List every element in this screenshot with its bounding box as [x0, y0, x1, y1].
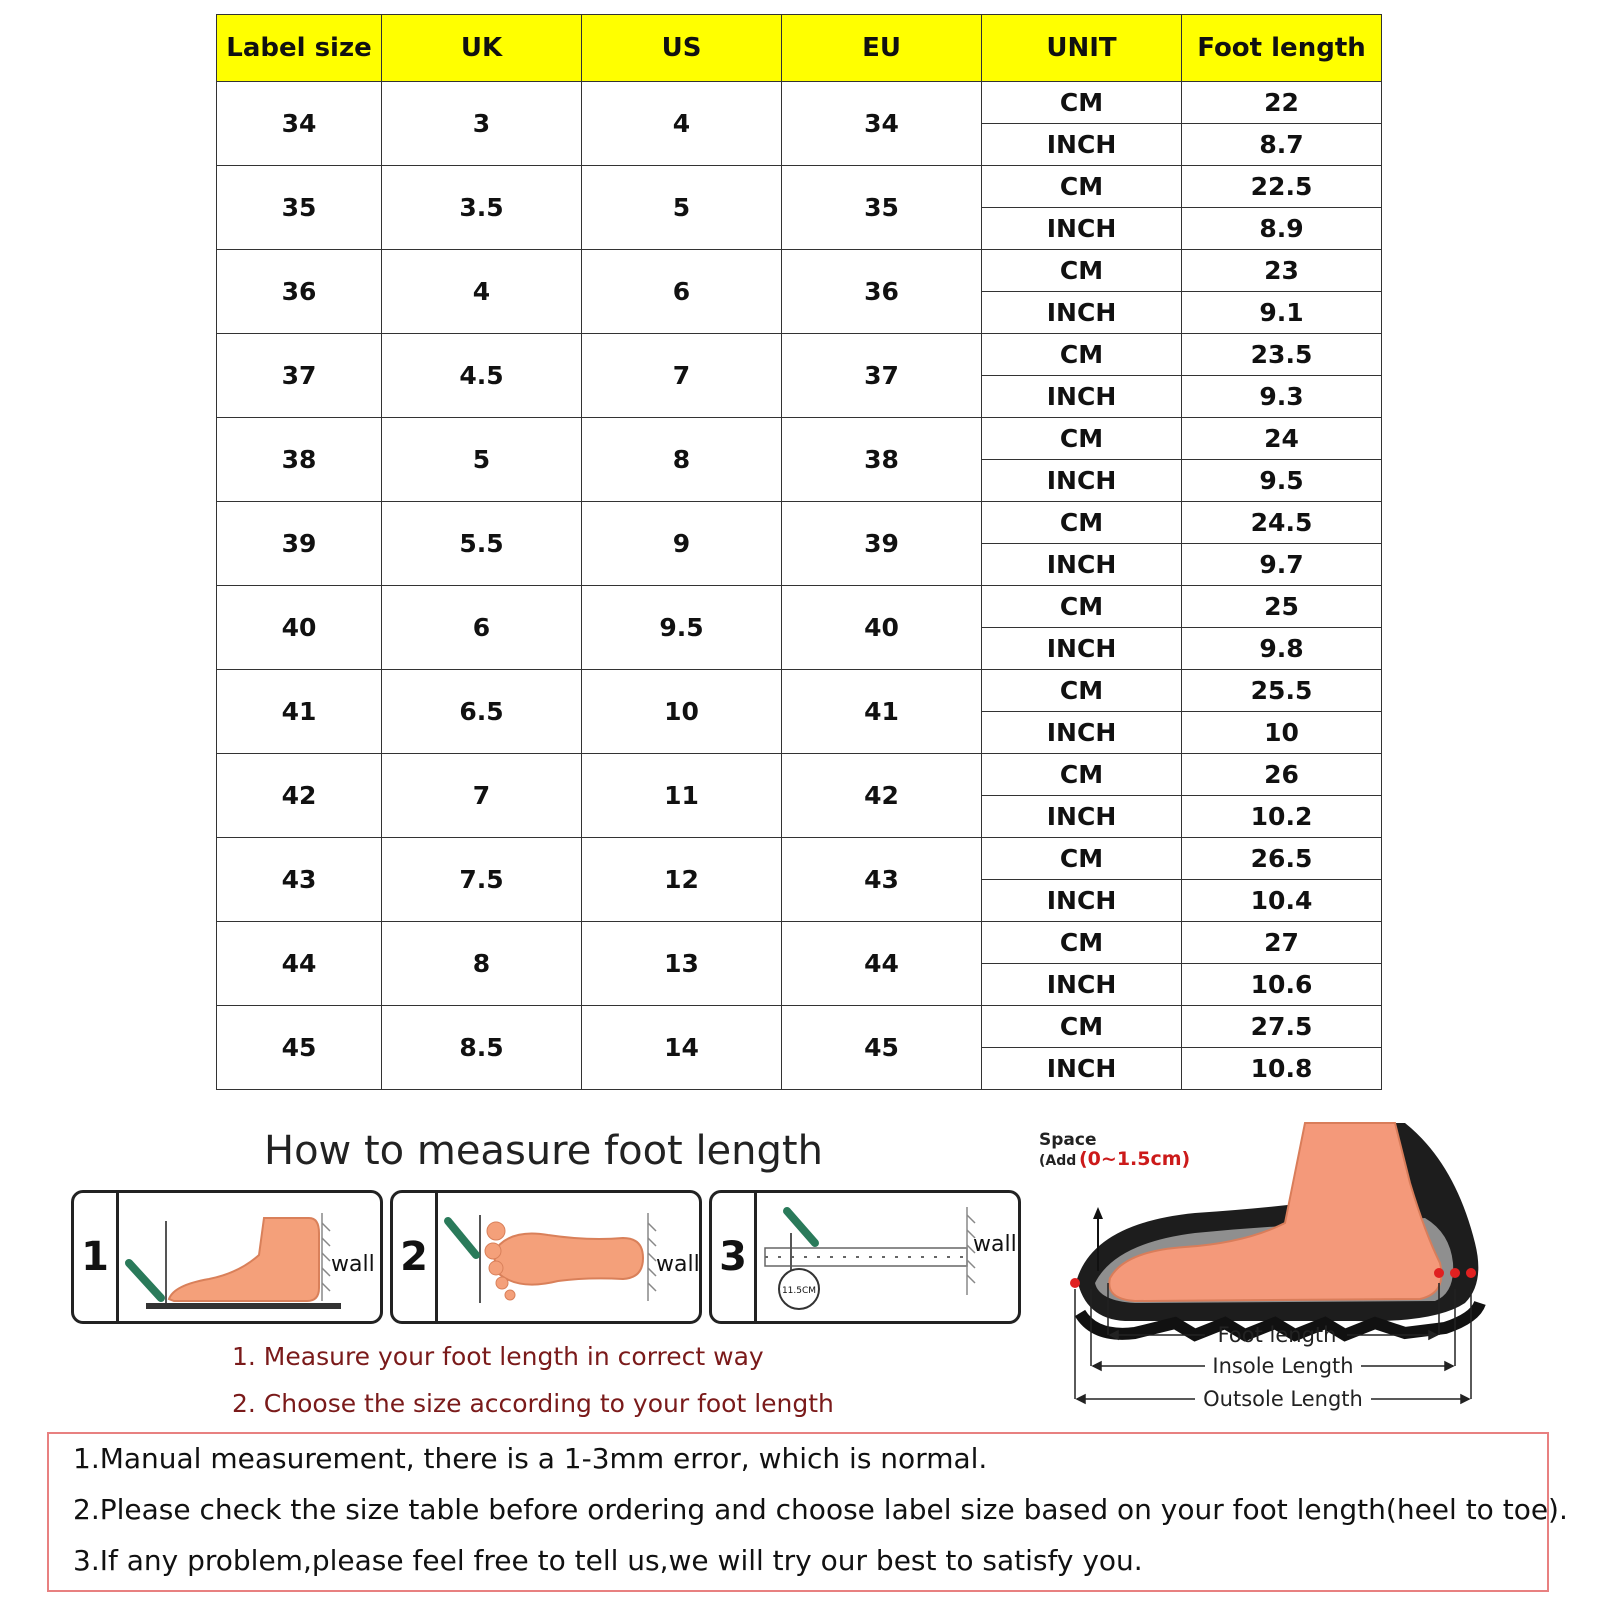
foot-top-view-illustration — [438, 1193, 700, 1321]
table-row — [217, 334, 1382, 376]
cell-foot-length-cm: 26 — [1182, 754, 1382, 796]
wall-label: wall — [973, 1232, 1017, 1257]
cell-uk: 6 — [382, 586, 582, 670]
cell-us: 11 — [582, 754, 782, 838]
measure-step-1 — [71, 1190, 383, 1324]
cell-unit-cm: CM — [982, 838, 1182, 880]
space-range-label: (0~1.5cm) — [1079, 1148, 1191, 1170]
cell-uk: 6.5 — [382, 670, 582, 754]
cell-eu: 38 — [782, 418, 982, 502]
cell-foot-length-inch: 10.4 — [1182, 880, 1382, 922]
note-line: 2.Please check the size table before ordering and choose label size based on your foot length(heel to toe). — [73, 1493, 1568, 1526]
table-body — [217, 82, 1382, 1090]
space-add-label: (Add — [1039, 1153, 1077, 1169]
cell-foot-length-cm: 27.5 — [1182, 1006, 1382, 1048]
measure-title: How to measure foot length — [264, 1128, 823, 1174]
measure-step-3 — [709, 1190, 1021, 1324]
cell-label-size: 34 — [217, 82, 382, 166]
cell-unit-inch: INCH — [982, 1048, 1182, 1090]
table-row — [217, 502, 1382, 544]
insole-length-label: Insole Length — [1212, 1354, 1354, 1378]
cell-label-size: 45 — [217, 1006, 382, 1090]
cell-label-size: 36 — [217, 250, 382, 334]
cell-unit-inch: INCH — [982, 544, 1182, 586]
cell-unit-cm: CM — [982, 1006, 1182, 1048]
cell-unit-inch: INCH — [982, 460, 1182, 502]
cell-unit-inch: INCH — [982, 880, 1182, 922]
cell-us: 5 — [582, 166, 782, 250]
table-row — [217, 586, 1382, 628]
cell-us: 6 — [582, 250, 782, 334]
cell-unit-cm: CM — [982, 418, 1182, 460]
cell-label-size: 41 — [217, 670, 382, 754]
cell-uk: 3.5 — [382, 166, 582, 250]
cell-eu: 41 — [782, 670, 982, 754]
measure-step-2 — [390, 1190, 702, 1324]
cell-foot-length-inch: 9.3 — [1182, 376, 1382, 418]
cell-eu: 44 — [782, 922, 982, 1006]
cell-unit-cm: CM — [982, 586, 1182, 628]
outsole-length-label: Outsole Length — [1203, 1387, 1363, 1411]
step-number: 1 — [74, 1193, 119, 1321]
header-label-size: Label size — [217, 15, 382, 82]
cell-eu: 45 — [782, 1006, 982, 1090]
cell-foot-length-inch: 8.7 — [1182, 124, 1382, 166]
cell-unit-inch: INCH — [982, 964, 1182, 1006]
header-unit: UNIT — [982, 15, 1182, 82]
cell-uk: 5.5 — [382, 502, 582, 586]
cell-foot-length-inch: 10.2 — [1182, 796, 1382, 838]
cell-foot-length-inch: 9.7 — [1182, 544, 1382, 586]
cell-us: 13 — [582, 922, 782, 1006]
cell-foot-length-cm: 24 — [1182, 418, 1382, 460]
table-row — [217, 838, 1382, 880]
cell-label-size: 42 — [217, 754, 382, 838]
cell-foot-length-inch: 10.6 — [1182, 964, 1382, 1006]
cell-us: 8 — [582, 418, 782, 502]
space-label: Space — [1039, 1130, 1097, 1150]
cell-label-size: 43 — [217, 838, 382, 922]
foot-side-view-illustration — [119, 1193, 377, 1321]
cell-unit-inch: INCH — [982, 292, 1182, 334]
note-line: 1.Manual measurement, there is a 1-3mm error, which is normal. — [73, 1442, 988, 1475]
cell-foot-length-cm: 24.5 — [1182, 502, 1382, 544]
cell-foot-length-cm: 27 — [1182, 922, 1382, 964]
cell-uk: 4 — [382, 250, 582, 334]
cell-foot-length-cm: 23 — [1182, 250, 1382, 292]
cell-unit-inch: INCH — [982, 124, 1182, 166]
cell-foot-length-cm: 26.5 — [1182, 838, 1382, 880]
header-uk: UK — [382, 15, 582, 82]
cell-unit-inch: INCH — [982, 796, 1182, 838]
cell-eu: 40 — [782, 586, 982, 670]
table-header-row — [217, 15, 1382, 82]
table-row — [217, 250, 1382, 292]
cell-unit-cm: CM — [982, 334, 1182, 376]
cell-eu: 35 — [782, 166, 982, 250]
cell-us: 9.5 — [582, 586, 782, 670]
table-row — [217, 82, 1382, 124]
cell-unit-cm: CM — [982, 670, 1182, 712]
cell-foot-length-cm: 22 — [1182, 82, 1382, 124]
cell-eu: 37 — [782, 334, 982, 418]
cell-unit-cm: CM — [982, 502, 1182, 544]
cell-label-size: 44 — [217, 922, 382, 1006]
cell-eu: 42 — [782, 754, 982, 838]
table-row — [217, 922, 1382, 964]
table-row — [217, 754, 1382, 796]
notes-box — [47, 1432, 1568, 1592]
cell-uk: 4.5 — [382, 334, 582, 418]
header-foot-length: Foot length — [1182, 15, 1382, 82]
table-row — [217, 670, 1382, 712]
table-row — [217, 418, 1382, 460]
cell-foot-length-inch: 8.9 — [1182, 208, 1382, 250]
size-table — [216, 14, 1382, 1090]
foot-length-label: Foot length — [1217, 1323, 1337, 1347]
cell-uk: 7 — [382, 754, 582, 838]
cell-us: 9 — [582, 502, 782, 586]
cell-label-size: 35 — [217, 166, 382, 250]
cell-foot-length-inch: 9.8 — [1182, 628, 1382, 670]
ruler-measure-illustration — [757, 1193, 1015, 1321]
cell-label-size: 40 — [217, 586, 382, 670]
header-eu: EU — [782, 15, 982, 82]
cell-eu: 34 — [782, 82, 982, 166]
cell-label-size: 39 — [217, 502, 382, 586]
cell-unit-inch: INCH — [982, 628, 1182, 670]
cell-unit-cm: CM — [982, 250, 1182, 292]
instruction-line: 2. Choose the size according to your foot length — [232, 1389, 834, 1418]
table-row — [217, 1006, 1382, 1048]
cell-us: 4 — [582, 82, 782, 166]
cell-label-size: 38 — [217, 418, 382, 502]
cell-eu: 43 — [782, 838, 982, 922]
instruction-line: 1. Measure your foot length in correct way — [232, 1342, 764, 1371]
step-number: 3 — [712, 1193, 757, 1321]
header-us: US — [582, 15, 782, 82]
cell-us: 10 — [582, 670, 782, 754]
cell-us: 14 — [582, 1006, 782, 1090]
cell-eu: 36 — [782, 250, 982, 334]
wall-label: wall — [331, 1252, 375, 1277]
cell-unit-inch: INCH — [982, 712, 1182, 754]
cell-unit-inch: INCH — [982, 208, 1182, 250]
cell-uk: 8 — [382, 922, 582, 1006]
cell-foot-length-inch: 10.8 — [1182, 1048, 1382, 1090]
step-number: 2 — [393, 1193, 438, 1321]
cell-unit-inch: INCH — [982, 376, 1182, 418]
cell-unit-cm: CM — [982, 922, 1182, 964]
cell-uk: 5 — [382, 418, 582, 502]
cell-unit-cm: CM — [982, 754, 1182, 796]
cell-foot-length-inch: 10 — [1182, 712, 1382, 754]
cell-label-size: 37 — [217, 334, 382, 418]
wall-label: wall — [656, 1252, 700, 1277]
cell-foot-length-cm: 23.5 — [1182, 334, 1382, 376]
cell-us: 12 — [582, 838, 782, 922]
table-row — [217, 166, 1382, 208]
cell-uk: 7.5 — [382, 838, 582, 922]
cell-foot-length-inch: 9.1 — [1182, 292, 1382, 334]
cell-foot-length-cm: 25.5 — [1182, 670, 1382, 712]
note-line: 3.If any problem,please feel free to tell us,we will try our best to satisfy you. — [73, 1544, 1143, 1577]
cell-foot-length-inch: 9.5 — [1182, 460, 1382, 502]
cell-unit-cm: CM — [982, 82, 1182, 124]
cell-foot-length-cm: 22.5 — [1182, 166, 1382, 208]
shoe-length-diagram — [1039, 1123, 1515, 1423]
ruler-badge-label: 11.5CM — [781, 1286, 817, 1296]
cell-foot-length-cm: 25 — [1182, 586, 1382, 628]
cell-us: 7 — [582, 334, 782, 418]
cell-uk: 8.5 — [382, 1006, 582, 1090]
cell-uk: 3 — [382, 82, 582, 166]
cell-eu: 39 — [782, 502, 982, 586]
cell-unit-cm: CM — [982, 166, 1182, 208]
